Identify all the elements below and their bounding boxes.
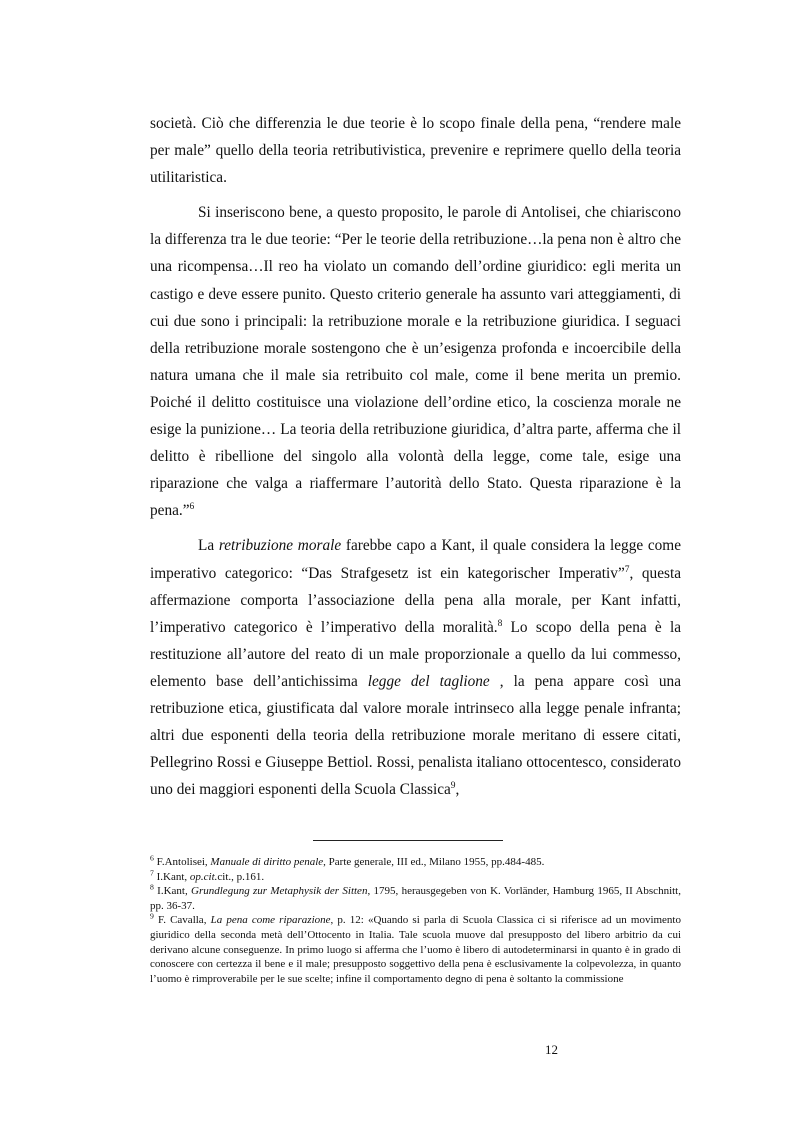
paragraph-3-emphasis-retribuzione-morale: retribuzione morale [218,537,342,555]
footnote-6-text-a: F.Antolisei, [153,856,211,868]
paragraph-1 [150,110,681,191]
paragraph-3-emphasis-legge-del-taglione: legge del taglione [367,672,490,690]
page-number: 12 [545,1042,558,1057]
footnote-8-title: Grundlegung zur Metaphysik der Sitten [191,885,368,898]
footnote-7-number: 7 [150,867,154,877]
footnote-8-text-a: I.Kant, [153,885,192,898]
paragraph-2-text: Si inseriscono bene, a questo proposito, le parole di Antolisei, che chiariscono la differenza tra le due teorie: “Per le teorie della retribuzione…la pena non è altro che una ricompensa…Il reo ha violato un comando dell’ordine giuridico: egli merita un castigo e deve essere punito. Questo criterio generale ha assunto vari atteggiamenti, di cui due sono i principali: la retribuzione morale e la retribuzione giuridica. I seguaci della retribuzione morale sostengono che è un’esigenza profonda e incoercibile della natura umana che il male sia retribuito col male, come il bene merita un premio. Poiché il delitto costituisce una violazione dell’ordine etico, la coscienza morale ne esige la punizione… La teoria della retribuzione giuridica, d’altra parte, afferma che il delitto è ribellione del singolo alla volontà della legge, come tale, esige una riparazione che valga a riaffermare l’autorità dello Stato. Questa riparazione è la pena.” [150,204,681,520]
footnote-6-number: 6 [150,853,154,863]
paragraph-3-text-f: , [455,781,460,799]
paragraph-3-text-d: Lo scopo della pena è la restituzione all’autore del reato di un male proporzionale a quello da lui commesso, elemento base dell’antichissima [150,618,681,690]
footnote-ref-9[interactable]: 9 [450,781,456,792]
footnote-ref-7[interactable]: 7 [624,564,630,575]
body-text [150,110,681,803]
footnote-6 [150,855,681,870]
footnote-7-text-b: cit., p.161. [217,870,265,883]
paragraph-3-text-a: La [198,537,219,555]
footnote-9-text-b: , p. 12: «Quando si parla di Scuola Classica ci si riferisce ad un movimento giuridico della seconda metà dell’Ottocento in Italia. Tale scuola muove dal presupposto del libero arbitrio da cui derivano alcune conseguenze. In primo luogo si afferma che l’uomo è libero di autodeterminarsi in quanto è in grado di conoscere con certezza il bene e il male; presupposto soggettivo della pena è esclusivamente la colpevolezza, in quanto l’uomo è rimproverabile per le sue scelte; infine il comportamento degno di pena è soltanto la commissione [150,914,681,985]
paragraph-1-text: società. Ciò che differenzia le due teorie è lo scopo finale della pena, “rendere male per male” quello della teoria retributivistica, prevenire e reprimere quello della teoria utilitaristica. [150,115,681,187]
footnote-6-text-b: , Parte generale, III ed., Milano 1955, pp.484-485. [323,856,545,868]
footnote-9-text-a: F. Cavalla, [153,914,211,927]
paragraph-2 [150,199,681,524]
footnote-9-number: 9 [150,911,154,921]
footnote-ref-8[interactable]: 8 [497,618,503,629]
footnote-9-title: La pena come riparazione [210,914,331,927]
footnote-8-text-b: , 1795, herausgegeben von K. Vorländer, Hamburg 1965, II Abschnitt, pp. 36-37. [150,885,681,912]
paragraph-3 [150,532,681,803]
footnote-ref-6[interactable]: 6 [189,502,195,513]
footnote-9 [150,913,681,986]
footnote-separator [313,840,503,841]
paragraph-3-text-e: , la pena appare così una retribuzione etica, giustificata dal valore morale intrinseco alla legge penale infranta; altri due esponenti della teoria della retribuzione morale meritano di essere citati, Pellegrino Rossi e Giuseppe Bettiol. Rossi, penalista italiano ottocentesco, considerato uno dei maggiori esponenti della Scuola Classica [150,672,681,799]
paragraph-3-text-b: farebbe capo a Kant, il quale considera la legge come imperativo categorico: “Das Strafgesetz ist ein kategorischer Imperativ” [150,537,681,582]
footnote-6-title: Manuale di diritto penale [210,856,324,868]
footnote-7 [150,867,681,885]
paragraph-3-text-c: , questa affermazione comporta l’associazione della pena alla morale, per Kant infatti, l’imperativo categorico è l’imperativo della moralità. [150,564,681,636]
footnote-7-title: op.cit. [189,870,218,883]
footnotes [150,855,681,986]
footnote-8-number: 8 [150,882,154,892]
footnote-7-text-a: I.Kant, [153,870,190,883]
footnote-8 [150,884,681,913]
